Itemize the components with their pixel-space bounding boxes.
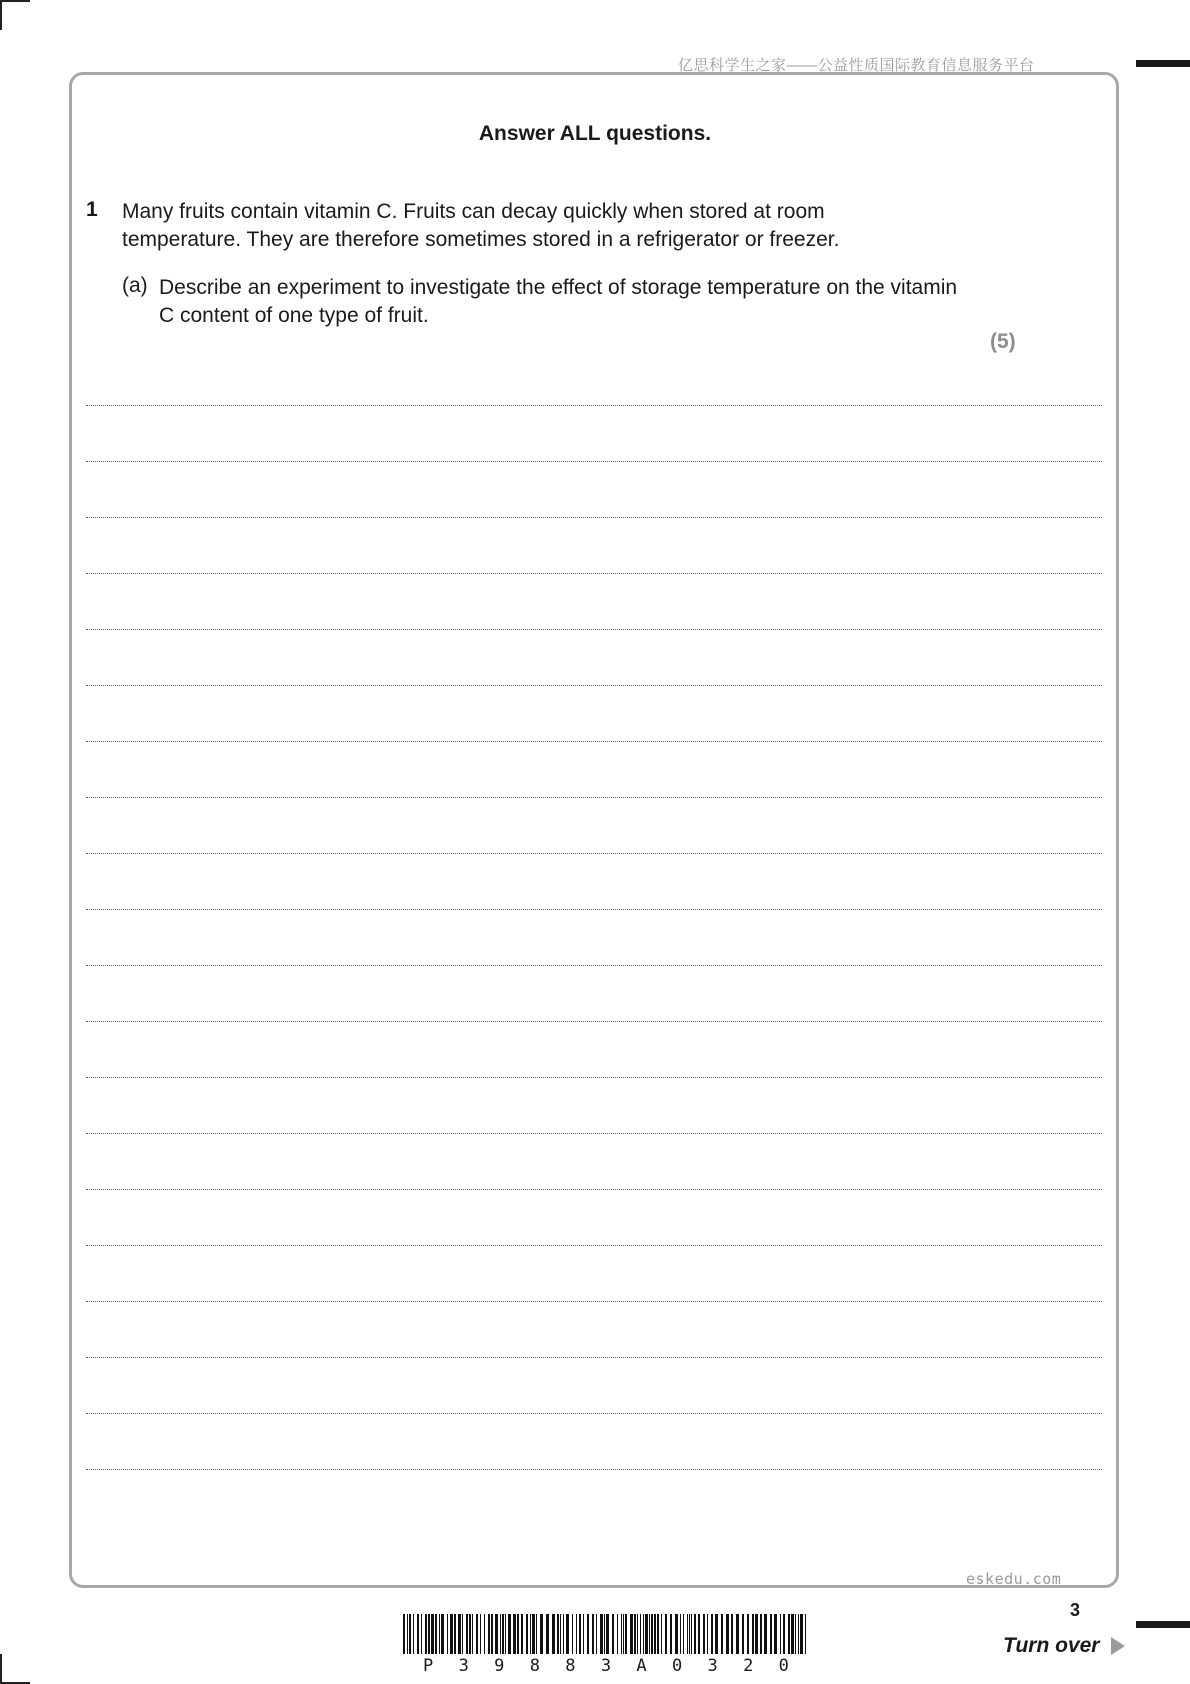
answer-line[interactable] <box>86 1413 1102 1414</box>
question-number: 1 <box>86 198 98 221</box>
marks-indicator: (5) <box>990 330 1016 353</box>
barcode <box>403 1614 811 1676</box>
barcode-digits <box>403 1656 811 1676</box>
question-stem: Many fruits contain vitamin C. Fruits can decay quickly when stored at room temperature. They are therefore sometimes stored in a refrigerator or freezer. <box>122 200 840 251</box>
answer-line[interactable] <box>86 965 1102 966</box>
barcode-character: 3 <box>600 1656 612 1676</box>
turn-over-label: Turn over <box>1003 1634 1100 1657</box>
crop-mark-bottom-left <box>0 1654 2 1684</box>
barcode-character: 2 <box>743 1656 754 1676</box>
answer-line[interactable] <box>86 629 1102 630</box>
answer-line[interactable] <box>86 1245 1102 1246</box>
barcode-bars <box>403 1614 811 1654</box>
answer-line[interactable] <box>86 461 1102 462</box>
barcode-character: A <box>636 1656 647 1676</box>
answer-line[interactable] <box>86 1189 1102 1190</box>
barcode-character: 8 <box>565 1656 576 1676</box>
answer-line[interactable] <box>86 573 1102 574</box>
barcode-character: 0 <box>778 1656 789 1676</box>
answer-line[interactable] <box>86 1133 1102 1134</box>
turn-over-indicator <box>1003 1634 1125 1658</box>
part-label: (a) <box>122 274 148 297</box>
answer-line[interactable] <box>86 1357 1102 1358</box>
answer-line[interactable] <box>86 797 1102 798</box>
answer-line[interactable] <box>86 1077 1102 1078</box>
answer-line[interactable] <box>86 741 1102 742</box>
answer-area[interactable] <box>86 405 1102 1525</box>
footer-watermark: eskedu.com <box>966 1570 1062 1588</box>
barcode-character: 8 <box>529 1656 540 1676</box>
page-number: 3 <box>1070 1600 1081 1620</box>
answer-line[interactable] <box>86 909 1102 910</box>
answer-line[interactable] <box>86 853 1102 854</box>
barcode-character: 3 <box>707 1656 718 1676</box>
triangle-right-icon <box>1111 1637 1125 1655</box>
edge-marker-top <box>1136 60 1190 67</box>
answer-line[interactable] <box>86 685 1102 686</box>
edge-marker-bottom <box>1136 1621 1190 1628</box>
instructions-heading: Answer ALL questions. <box>478 122 712 145</box>
answer-line[interactable] <box>86 1021 1102 1022</box>
barcode-character: P <box>423 1656 434 1676</box>
barcode-character: 9 <box>494 1656 505 1676</box>
answer-line[interactable] <box>86 517 1102 518</box>
answer-line[interactable] <box>86 405 1102 406</box>
barcode-character: 0 <box>671 1656 683 1676</box>
part-question-text: Describe an experiment to investigate the effect of storage temperature on the vitamin C content of one type of fruit. <box>159 276 958 327</box>
barcode-character: 3 <box>458 1656 469 1676</box>
header-watermark: 亿思科学生之家——公益性质国际教育信息服务平台 <box>678 57 1035 74</box>
crop-mark-top-left <box>0 0 2 30</box>
crop-mark-top-left-horizontal <box>0 0 30 2</box>
answer-line[interactable] <box>86 1469 1102 1470</box>
answer-line[interactable] <box>86 1301 1102 1302</box>
